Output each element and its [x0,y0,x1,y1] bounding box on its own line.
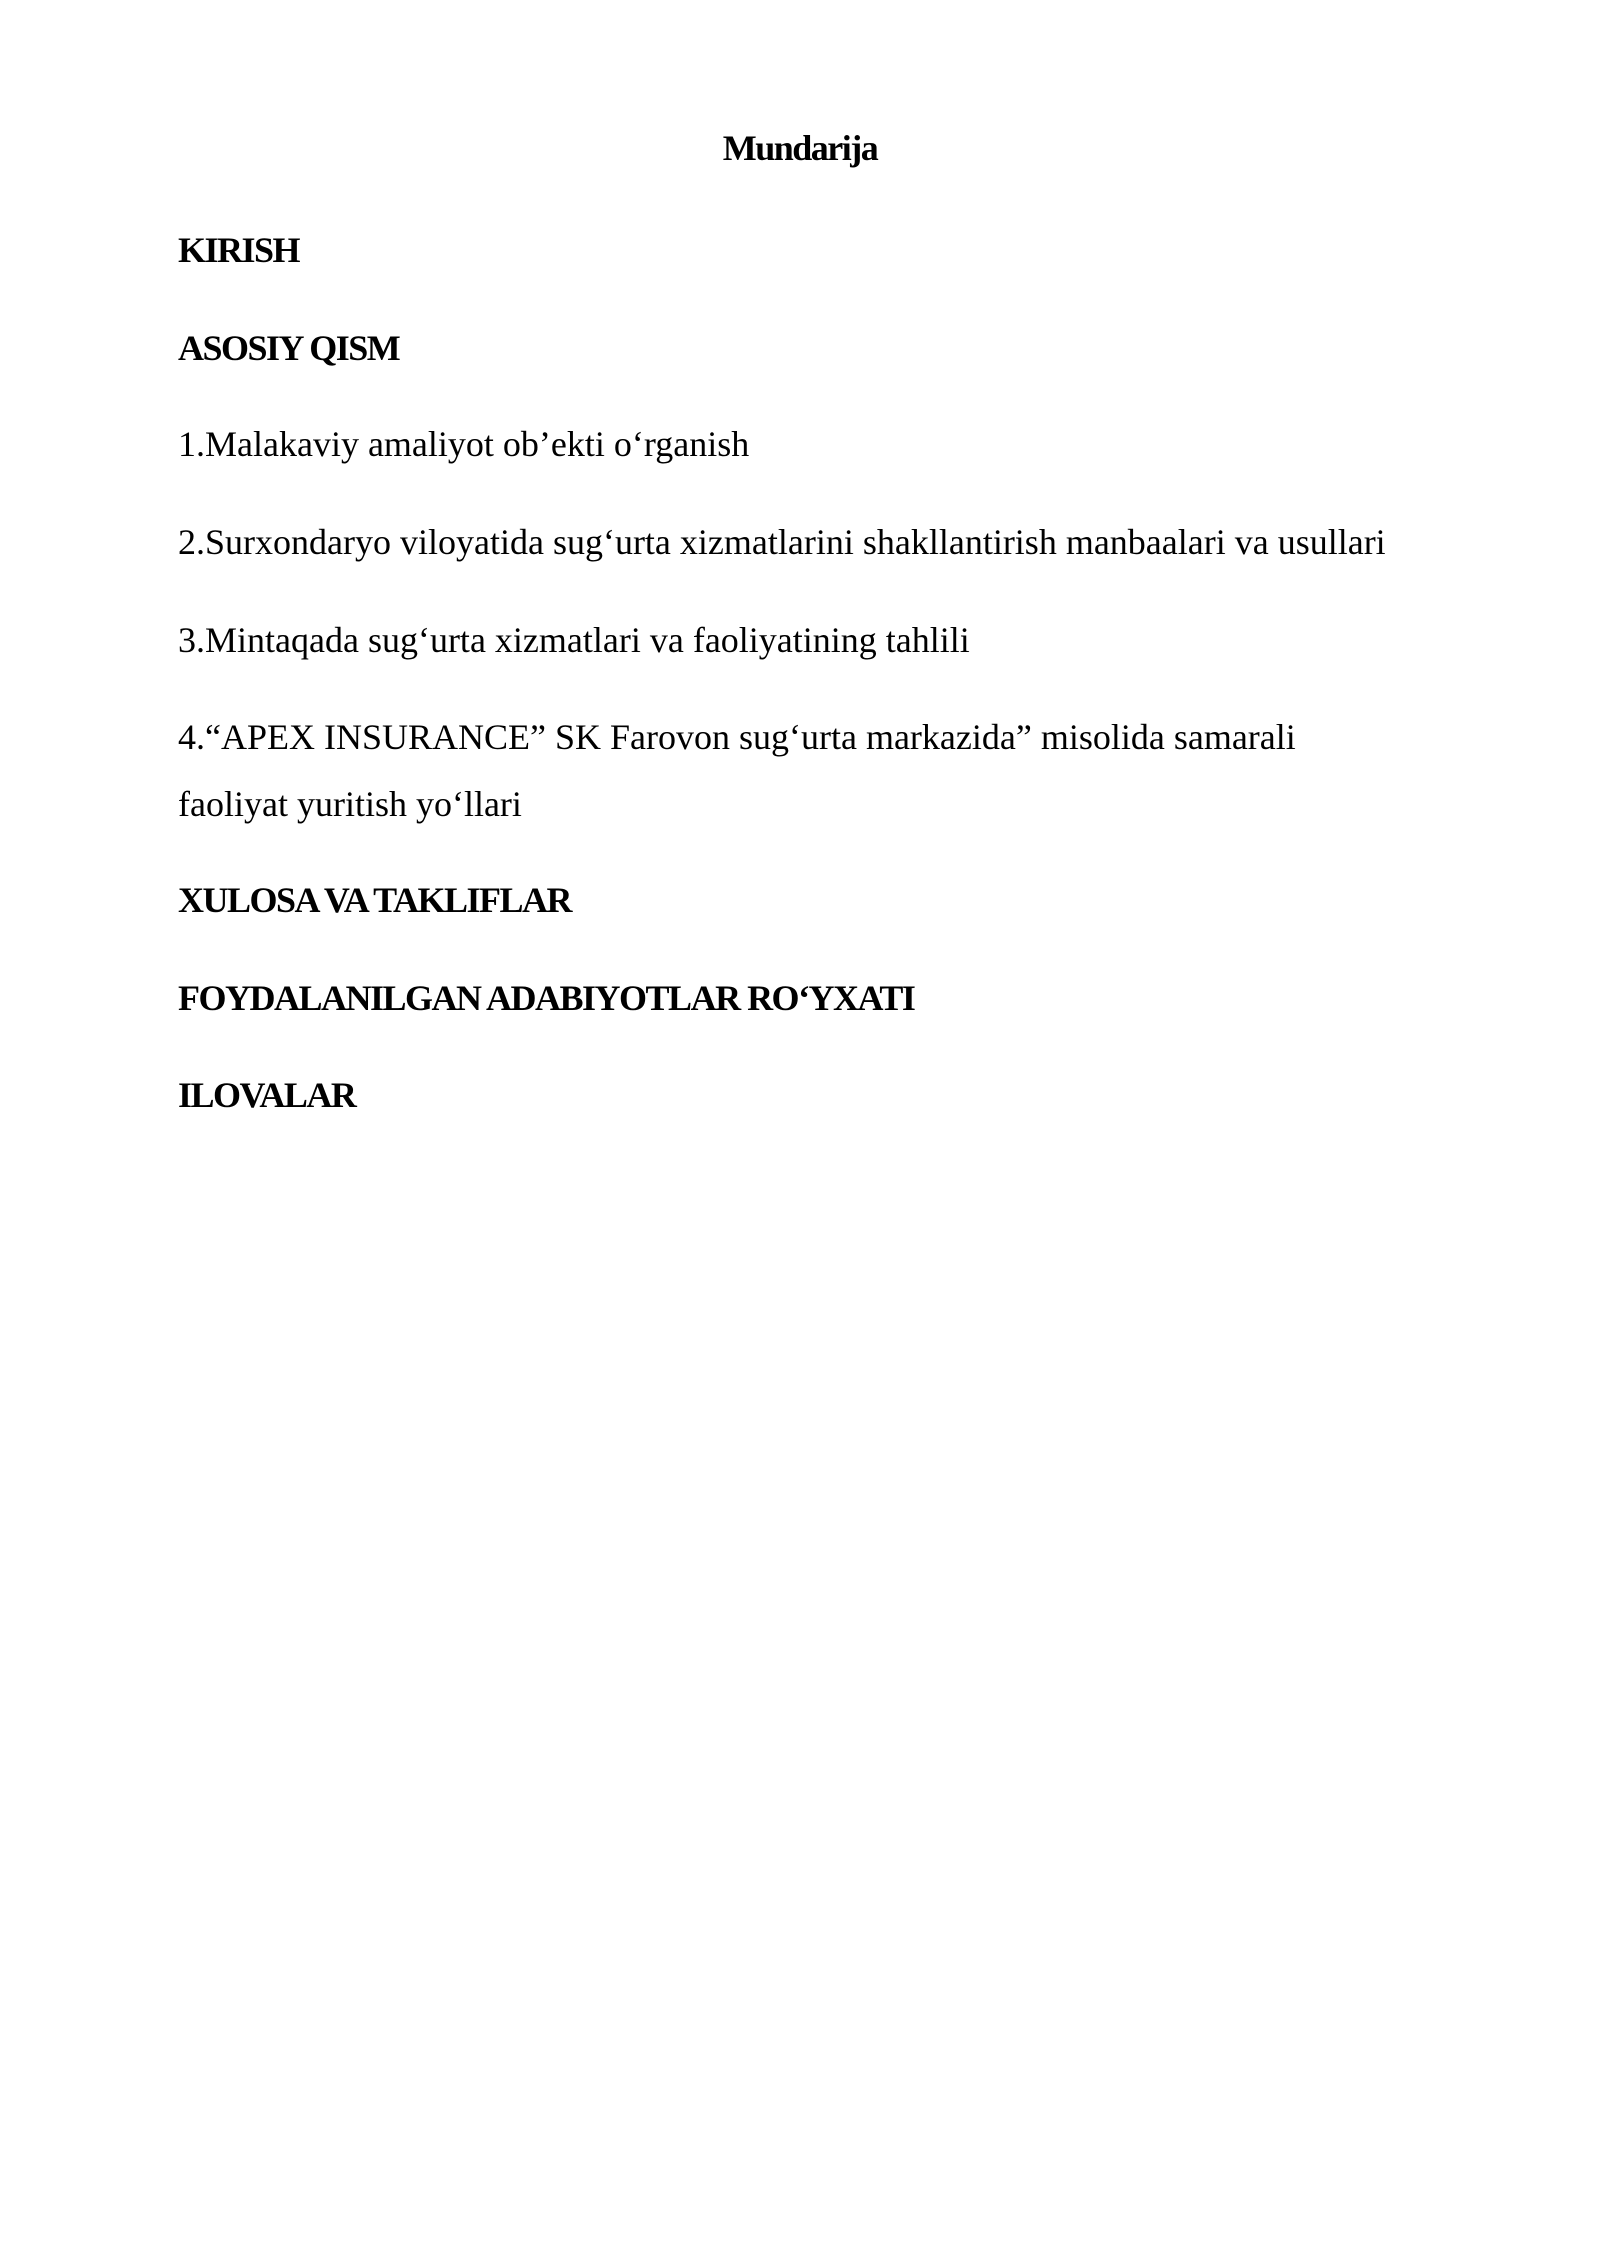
toc-entry-kirish: KIRISH [178,230,300,270]
toc-entry-item-1: 1.Malakaviy amaliyot ob’ekti o‘rganish [178,424,750,464]
toc-entry-adabiyotlar: FOYDALANILGAN ADABIYOTLAR RO‘YXATI [178,978,915,1018]
toc-entry-item-4-line-2: faoliyat yuritish yo‘llari [178,784,522,824]
toc-entry-item-4-line-1: 4.“APEX INSURANCE” SK Farovon sug‘urta markazida” misolida samarali [178,717,1296,757]
page-title: Mundarija [722,128,878,168]
toc-entry-xulosa: XULOSA VA TAKLIFLAR [178,880,571,920]
toc-entry-item-3: 3.Mintaqada sug‘urta xizmatlari va faoliyatining tahlili [178,620,970,660]
toc-entry-ilovalar: ILOVALAR [178,1075,356,1115]
toc-entry-item-2: 2.Surxondaryo viloyatida sug‘urta xizmatlarini shakllantirish manbaalari va usullari [178,522,1386,562]
toc-entry-asosiy-qism: ASOSIY QISM [178,328,400,368]
